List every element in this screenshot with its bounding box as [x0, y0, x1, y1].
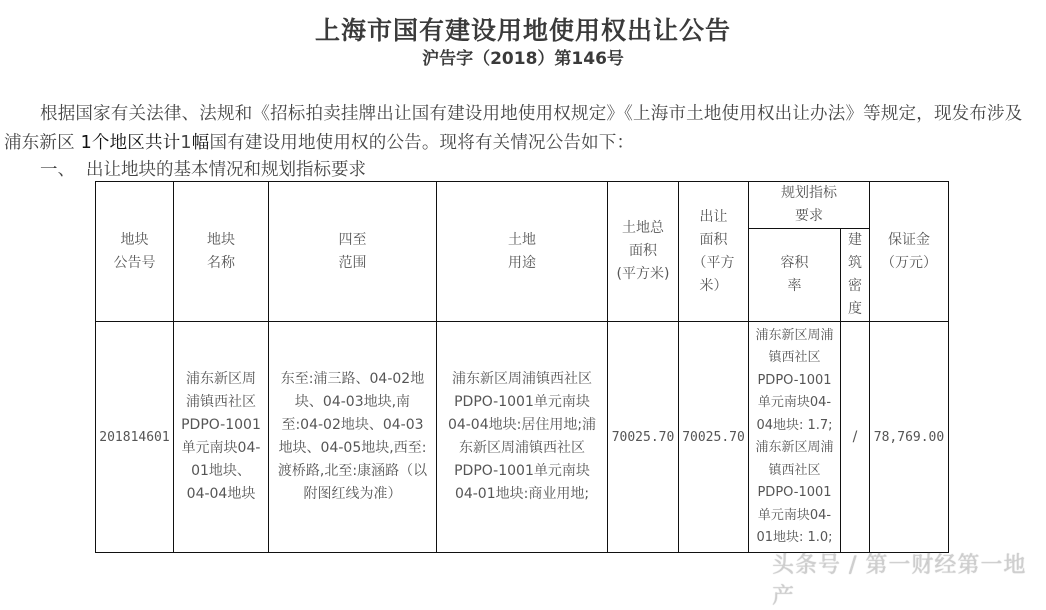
parcel-table — [95, 181, 949, 553]
header-line: 要求 — [795, 208, 823, 224]
cell-notice-no: 201814601 — [96, 322, 174, 553]
header-parcel-name — [174, 182, 269, 322]
header-line: 用途 — [508, 254, 536, 271]
header-notice-no — [96, 182, 174, 322]
header-line: 范围 — [338, 254, 367, 271]
header-land-use — [437, 182, 608, 322]
header-line: 公告号 — [113, 254, 156, 271]
intro-text-1: 根据国家有关法律、法规和《招标拍卖挂牌出让国有建设用地使用权规定》《上海市土地使用权出让办法》等规定，现发布涉及浦东新区 — [4, 104, 1023, 153]
header-line: 出让 — [699, 208, 728, 225]
cell-land-use: 浦东新区周浦镇西社区PDPO-1001单元南块04-04地块:居住用地;浦东新区周浦镇西社区PDPO-1001单元南块04-01地块:商业用地; — [437, 322, 608, 553]
watermark: 头条号 / 第一财经第一地产 — [772, 553, 1027, 609]
header-line: 容积 — [780, 255, 809, 271]
header-planning — [749, 182, 870, 229]
header-line: 率 — [787, 278, 802, 294]
section-number: 一、 — [40, 160, 75, 180]
header-line: 面积 — [699, 231, 728, 248]
header-line: 四至 — [338, 231, 367, 248]
header-boundaries — [269, 182, 437, 322]
table-row — [96, 322, 949, 553]
header-line: 密 — [848, 278, 862, 294]
header-total-area — [608, 182, 679, 322]
section-heading — [40, 156, 366, 181]
intro-text-2: 1 — [180, 133, 192, 153]
header-line: 建 — [848, 232, 862, 248]
header-line: 保证金 — [888, 231, 930, 248]
header-line: （万元） — [881, 254, 937, 271]
cell-transfer-area: 70025.70 — [679, 322, 749, 553]
header-line: （平方 — [692, 254, 735, 271]
header-line: 筑 — [848, 255, 862, 271]
header-line: 地块 — [120, 231, 149, 248]
notice-number: 沪告字（2018）第146号 — [422, 49, 624, 69]
table-header-row — [96, 182, 949, 229]
header-line: 名称 — [207, 254, 235, 271]
cell-total-area: 70025.70 — [608, 322, 679, 553]
cell-boundaries: 东至:浦三路、04-02地块、04-03地块,南至:04-02地块、04-03地块、04-05地块,西至:渡桥路,北至:康涵路（以附图红线为准） — [269, 322, 437, 553]
header-line: 面积 — [629, 243, 657, 259]
intro-highlight-1: 1个地区共计 — [80, 133, 181, 153]
cell-density: / — [841, 322, 870, 553]
cell-far: 浦东新区周浦镇西社区PDPO-1001单元南块04-04地块: 1.7;浦东新区周浦镇西社区PDPO-1001单元南块04-01地块: 1.0; — [749, 322, 841, 553]
header-line: 米） — [699, 277, 728, 294]
header-transfer-area — [679, 182, 749, 322]
header-line: 度 — [848, 301, 862, 317]
header-line: 土地总 — [622, 220, 664, 236]
header-line: (平方米) — [616, 266, 670, 282]
header-density — [841, 229, 870, 322]
cell-parcel-name: 浦东新区周浦镇西社区PDPO-1001单元南块04-01地块、04-04地块 — [174, 322, 269, 553]
header-deposit — [870, 182, 949, 322]
header-line: 地块 — [207, 231, 235, 248]
intro-text-3: 国有建设用地使用权的公告。现将有关情况公告如下： — [209, 133, 635, 153]
notice-title: 上海市国有建设用地使用权出让公告 — [314, 16, 731, 45]
header-line: 土地 — [508, 231, 536, 248]
header-far — [749, 229, 841, 322]
intro-paragraph — [4, 100, 1040, 158]
intro-highlight-2: 幅 — [191, 133, 210, 153]
cell-deposit: 78,769.00 — [870, 322, 949, 553]
section-title: 出让地块的基本情况和规划指标要求 — [86, 160, 366, 180]
header-line: 规划指标 — [781, 185, 837, 201]
